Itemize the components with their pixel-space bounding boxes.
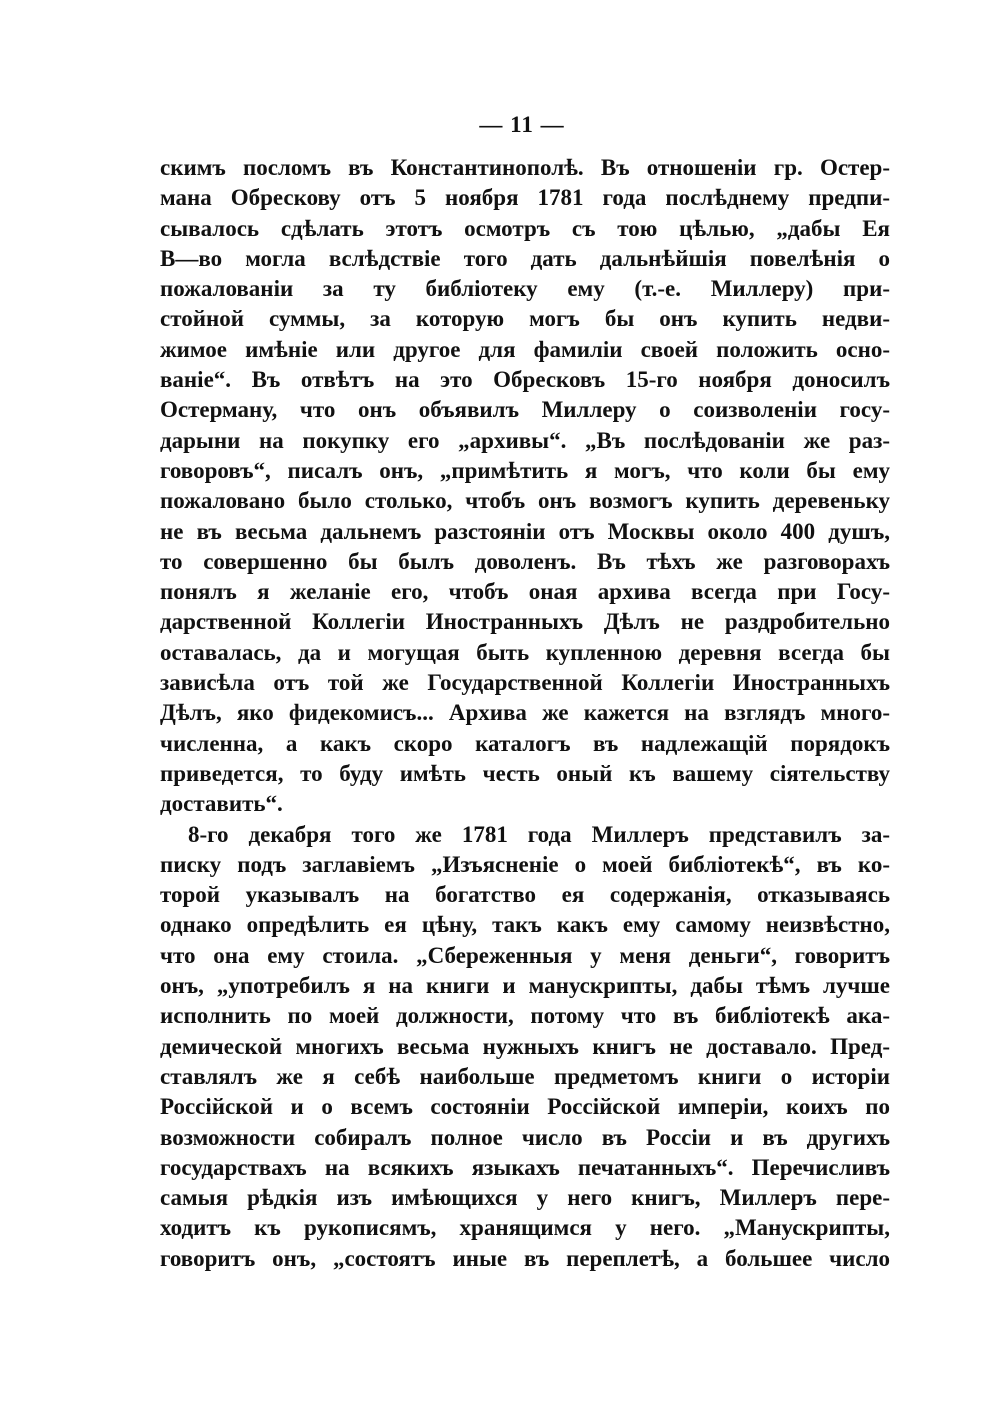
text-line: что она ему стоила. „Сбереженныя у меня деньги“, говоритъ [160,942,890,968]
paragraph [160,153,890,820]
text-line: Россійской и о всемъ состояніи Россійской имперіи, коихъ по [160,1094,890,1120]
text-line: ходитъ къ рукописямъ, хранящимся у него. „Манускрипты, [160,1215,890,1241]
text-line: однако опредѣлить ея цѣну, такъ какъ ему самому неизвѣстно, [160,912,890,938]
text-line: говоритъ онъ, „состоятъ иные въ переплетѣ, а большее число [160,1245,890,1271]
text-line: доставить“. [160,791,283,817]
text-line: пожалованіи за ту библіотеку ему (т.-е. Миллеру) при- [160,276,890,302]
text-line: мана Обрескову отъ 5 ноября 1781 года послѣднему предпи- [160,185,890,211]
text-line: дарственной Коллегіи Иностранныхъ Дѣлъ не раздробительно [160,609,890,635]
paragraph [160,820,890,1274]
text-line: скимъ посломъ въ Константинополѣ. Въ отношеніи гр. Остер- [160,155,890,180]
text-line: писку подъ заглавіемъ „Изъясненіе о моей библіотекѣ“, въ ко- [160,851,890,877]
text-line: Дѣлъ, яко фидекомисъ... Архива же кажется на взглядъ много- [160,700,890,726]
text-line: приведется, то буду имѣть честь оный къ вашему сіятельству [160,760,890,786]
text-line: демической многихъ весьма нужныхъ книгъ не доставало. Пред- [160,1033,890,1059]
text-line: онъ, „употребилъ я на книги и манускрипты, дабы тѣмъ лучше [160,973,890,999]
text-line: ваніе“. Въ отвѣтъ на это Обресковъ 15-го ноября доносилъ [160,367,890,393]
text-line: торой указывалъ на богатство ея содержанія, отказываясь [160,882,890,908]
text-line: Остерману, что онъ объявилъ Миллеру о соизволеніи госу- [160,397,890,423]
text-line: понялъ я желаніе его, чтобъ оная архива всегда при Госу- [160,579,890,605]
text-line: В—во могла вслѣдствіе того дать дальнѣйшія повелѣнія о [160,245,890,271]
text-line: сывалось сдѣлать этотъ осмотръ съ тою цѣлью, „дабы Ея [160,215,890,241]
text-line: зависѣла отъ той же Государственной Коллегіи Иностранныхъ [160,670,890,696]
text-line: то совершенно бы былъ доволенъ. Въ тѣхъ же разговорахъ [160,548,890,574]
text-line: численна, а какъ скоро каталогъ въ надлежащій порядокъ [160,730,890,756]
text-line: оставалась, да и могущая быть купленною деревня всегда бы [160,639,890,665]
text-line: исполнить по моей должности, потому что въ библіотекѣ ака- [160,1003,890,1029]
text-line: ставлялъ же я себѣ наибольше предметомъ книги о исторіи [160,1063,890,1089]
text-block [160,153,890,1274]
text-line: не въ весьма дальнемъ разстояніи отъ Москвы около 400 душъ, [160,518,890,544]
text-line: пожаловано было столько, чтобъ онъ возмогъ купить деревеньку [160,488,890,514]
text-line: стойной суммы, за которую могъ бы онъ купить недви- [160,306,890,332]
page-number: — 11 — [479,112,565,137]
text-line: 8-го декабря того же 1781 года Миллеръ представилъ за- [188,821,890,847]
text-line: самыя рѣдкія изъ имѣющихся у него книгъ, Миллеръ пере- [160,1185,890,1211]
text-line: жимое имѣніе или другое для фамиліи своей положить осно- [160,336,890,362]
text-line: дарыни на покупку его „архивы“. „Въ послѣдованіи же раз- [160,427,890,453]
text-line: государствахъ на всякихъ языкахъ печатанныхъ“. Перечисливъ [160,1154,890,1180]
text-line: говоровъ“, писалъ онъ, „примѣтить я могъ, что коли бы ему [160,457,890,483]
text-line: возможности собиралъ полное число въ Россіи и въ другихъ [160,1124,890,1150]
